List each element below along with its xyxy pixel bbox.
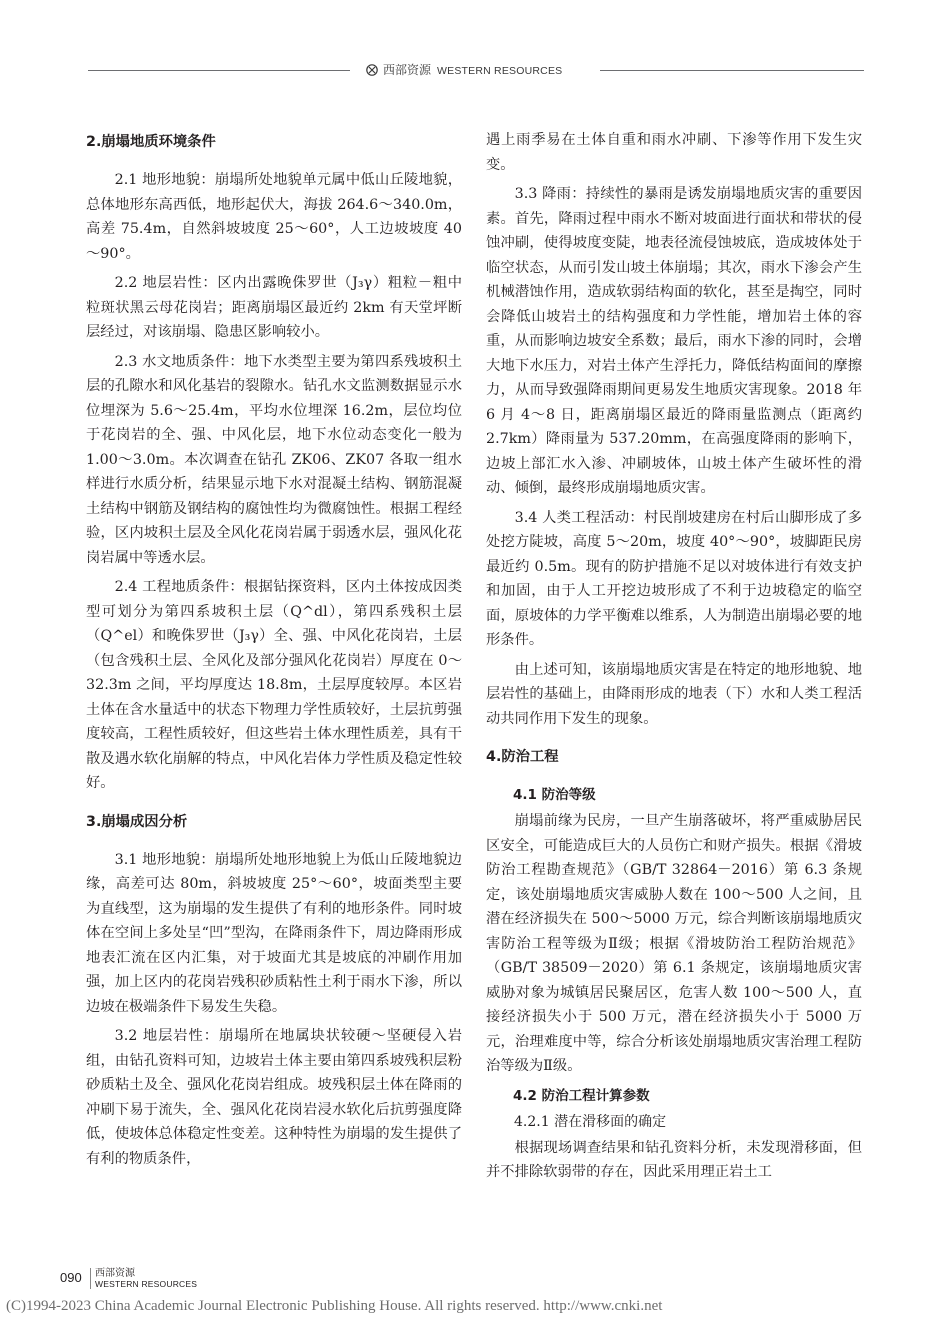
header-title xyxy=(366,60,586,80)
section-3-4-paragraph: 3.4 人类工程活动：村民削坡建房在村后山脚形成了多处挖方陡坡，高度 5～20m，坡度 40°～90°，坡脚距民房最近约 0.5m。现有的防护措施不足以对坡体进行有效支护和加固，由于人工开挖边坡形成了不利于边坡稳定的临空面，原坡体的力学平衡难以维系，人为制造出崩塌必要的地形条件。 xyxy=(486,509,862,648)
footer-brand-cn: 西部资源 xyxy=(95,1268,135,1279)
section-4-2-1-heading: 4.2.1 潜在滑移面的确定 xyxy=(514,1113,667,1130)
section-3-2-paragraph: 3.2 地层岩性：崩塌所在地属块状较硬～坚硬侵入岩组，由钻孔资料可知，边坡岩土体主要由第四系坡残积层粉砂质粘土及全、强风化花岗岩组成。坡残积层土体在降雨的冲刷下易于流失，全、强风化花岗岩浸水软化后抗剪强度降低，使坡体总体稳定性变差。这种特性为崩塌的发生提供了有利的物质条件， xyxy=(86,1028,462,1167)
header-rule-right xyxy=(600,70,864,71)
section-2-4-paragraph: 2.4 工程地质条件：根据钻探资料，区内土体按成因类型可划分为第四系坡积土层（Q^dl），第四系残积土层（Q^el）和晚侏罗世（J₃γ）全、强、中风化花岗岩，土层（包含残积土层、全风化及部分强风化花岗岩）厚度在 0～32.3m 之间，平均厚度达 18.8m，土层厚度较厚。本区岩土体在含水量适中的状态下物理力学性质较好，土层抗剪强度较高，工程性质较好，但这些岩土体水理性质差，具有干散及遇水软化崩解的特点，中风化岩体力学性质及稳定性较好。 xyxy=(86,579,462,791)
conclusion-paragraph: 由上述可知，该崩塌地质灾害是在特定的地形地貌、地层岩性的基础上，由降雨形成的地表（下）水和人类工程活动共同作用下发生的现象。 xyxy=(486,661,862,727)
copyright-notice: (C)1994-2023 China Academic Journal Electronic Publishing House. All rights reserved. http://www.cnki.net xyxy=(6,1298,663,1314)
section-2-heading: 2.崩塌地质环境条件 xyxy=(86,134,216,150)
journal-logo-icon xyxy=(366,64,378,76)
page-number: 090 xyxy=(60,1270,82,1285)
section-4-1-paragraph: 崩塌前缘为民房，一旦产生崩落破坏，将严重威胁居民区安全，可能造成巨大的人员伤亡和财产损失。根据《滑坡防治工程勘查规范》（GB/T 32864－2016）第 6.3 条规定，该处崩塌地质灾害威胁人数在 100～500 人之间，且潜在经济损失在 500～5000 万元，综合判断该崩塌地质灾害防治工程等级为Ⅱ级；根据《滑坡防治工程防治规范》（GB/T 38509－2020）第 6.1 条规定，该崩塌地质灾害威胁对象为城镇居民聚居区，危害人数 100～500 人，直接经济损失小于 500 万元，潜在经济损失小于 5000 万元，治理难度中等，综合分析该处崩塌地质灾害治理工程防治等级为Ⅱ级。 xyxy=(486,813,862,1074)
continued-paragraph: 遇上雨季易在土体自重和雨水冲刷、下渗等作用下发生灾变。 xyxy=(486,132,862,173)
right-column xyxy=(486,128,862,1190)
footer-brand-en: WESTERN RESOURCES xyxy=(95,1279,198,1289)
header-journal-cn: 西部资源 xyxy=(383,63,432,77)
running-header xyxy=(88,60,864,80)
section-3-1-paragraph: 3.1 地形地貌：崩塌所处地形地貌上为低山丘陵地貌边缘，高差可达 80m，斜坡坡度 25°～60°，坡面类型主要为直线型，这为崩塌的发生提供了有利的地形条件。同时坡体在空间上多处呈“凹”型沟，在降雨条件下，周边降雨形成地表汇流在区内汇集，对于坡面尤其是坡底的冲刷作用加强，加上区内的花岗岩残积砂质粘性土利于雨水下渗，所以边坡在极端条件下易发生失稳。 xyxy=(86,851,462,1015)
section-2-1-paragraph: 2.1 地形地貌：崩塌所处地貌单元属中低山丘陵地貌，总体地形东高西低，地形起伏大，海拔 264.6～340.0m，高差 75.4m，自然斜坡坡度 25～60°，人工边坡坡度 40～90°。 xyxy=(86,172,462,262)
section-3-3-paragraph: 3.3 降雨：持续性的暴雨是诱发崩塌地质灾害的重要因素。首先，降雨过程中雨水不断对坡面进行面状和带状的侵蚀冲刷，使得坡度变陡，地表径流侵蚀坡底，造成坡体处于临空状态，从而引发山坡土体崩塌；其次，雨水下渗会产生机械潜蚀作用，造成软弱结构面的软化，甚至是掏空，同时会降低山坡岩土的结构强度和力学性能，增加岩土体的容重，从而影响边坡安全系数；最后，雨水下渗的同时，会增大地下水压力，对岩土体产生浮托力，降低结构面间的摩擦力，从而导致强降雨期间更易发生地质灾害现象。2018 年 6 月 4～8 日，距离崩塌区最近的降雨量监测点（距离约 2.7km）降雨量为 537.20mm，在高强度降雨的影响下，边坡上部汇水入渗、冲刷坡体，山坡土体产生破坏性的滑动、倾倒，最终形成崩塌地质灾害。 xyxy=(486,186,862,496)
header-rule-left xyxy=(88,70,350,71)
footer-brand xyxy=(90,1268,225,1289)
section-4-1-heading: 4.1 防治等级 xyxy=(513,787,596,803)
section-3-heading: 3.崩塌成因分析 xyxy=(86,813,188,830)
section-2-2-paragraph: 2.2 地层岩性：区内出露晚侏罗世（J₃γ）粗粒－粗中粒斑状黑云母花岗岩；距离崩塌区最近约 2km 有天堂坪断层经过，对该崩塌、隐患区影响较小。 xyxy=(86,275,462,340)
header-journal-en: WESTERN RESOURCES xyxy=(437,65,563,77)
section-4-heading: 4.防治工程 xyxy=(486,749,559,765)
section-2-3-paragraph: 2.3 水文地质条件：地下水类型主要为第四系残坡积土层的孔隙水和风化基岩的裂隙水。钻孔水文监测数据显示水位埋深为 5.6～25.4m，平均水位埋深 16.2m，层位均位于花岗岩的全、强、中风化层，地下水位动态变化一般为 1.00～3.0m。本次调查在钻孔 ZK06、ZK07 各取一组水样进行水质分析，结果显示地下水对混凝土结构、钢筋混凝土结构中钢筋及钢结构的腐蚀性均为微腐蚀性。根据工程经验，区内坡积土层及全风化花岗岩属于弱透水层，强风化花岗岩属中等透水层。 xyxy=(86,353,462,566)
section-4-2-1-paragraph: 根据现场调查结果和钻孔资料分析，未发现滑移面，但并不排除软弱带的存在，因此采用理正岩土工 xyxy=(486,1139,862,1180)
left-column xyxy=(86,130,462,1176)
section-4-2-heading: 4.2 防治工程计算参数 xyxy=(513,1087,650,1104)
